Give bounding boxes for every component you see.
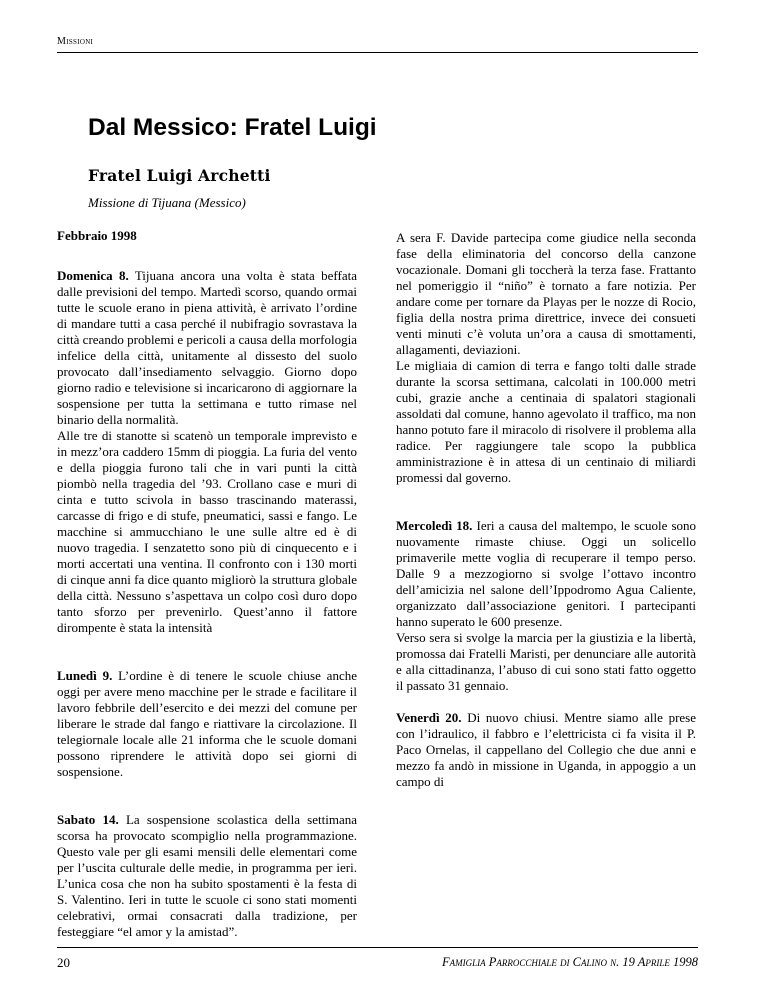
- section-label: Missioni: [57, 36, 94, 47]
- entry-date: Lunedì 9.: [57, 668, 113, 683]
- entry-text: Tijuana ancora una volta è stata beffata dalle previsioni del tempo. Martedì scorso, quando ormai tutte le scuole erano in piena attività, è arrivato l’ordine di mandare tutti a casa perché il nubifragio sovrastava la città creando problemi e pericoli a causa della morfologia infelice della città, unitamente al dissesto del suolo provocato dall’insediamento selvaggio. Giorno dopo giorno radio e televisione si incaricarono di aggiornare la sospensione per tutta la settimana e tutto rimase nel binario della normalità.: [57, 268, 358, 427]
- publication-title: Famiglia Parrocchiale di Calino n. 19 Aprile 1998: [441, 955, 698, 969]
- article-subtitle: Missione di Tijuana (Messico): [88, 195, 246, 210]
- article-title: Dal Messico: Fratel Luigi: [88, 114, 377, 141]
- article-author: Fratel Luigi Archetti: [88, 166, 271, 185]
- entry-date: Sabato 14.: [57, 812, 119, 827]
- entry-date: Domenica 8.: [57, 268, 129, 283]
- entry-paragraph: Le migliaia di camion di terra e fango tolti dalle strade durante la scorsa settimana, calcolati in 100.000 metri cubi, grazie anche a centinaia di spalatori stagionali assoldati dal comune, hanno agevolato il traffico, ma non hanno potuto fare il miracolo di risolvere il problema alla radice. Per raggiungere tale scopo la pubblica amministrazione è in attesa di un centinaio di miliardi promessi dal governo.: [396, 358, 696, 485]
- entry-text: Di nuovo chiusi. Mentre siamo alle prese con l’idraulico, il fabbro e l’elettricista ci fa visita il P. Paco Ornelas, il cappellano del Collegio che due anni e mezzo fa andò in missione in Uganda, in appoggio a un campo di: [396, 710, 697, 789]
- diary-entry: [57, 812, 357, 940]
- entry-paragraph: Verso sera si svolge la marcia per la giustizia e la libertà, promossa dai Fratelli Maristi, per denunciare alle autorità e alla cittadinanza, l’abuso di cui sono stati fatto oggetto il passato 31 gennaio.: [396, 630, 696, 693]
- entry-text: L’ordine è di tenere le scuole chiuse anche oggi per avere meno macchine per le strade e facilitare il lavoro febbrile dell’esercito e dei mezzi del comune per liberare le strade dal fango e riattivare la circolazione. Il telegiornale locale alle 21 informa che le scuole domani possono riprendere le attività dopo sei giorni di sospensione.: [57, 668, 357, 779]
- diary-entry: [57, 268, 357, 428]
- footer-rule: [57, 947, 698, 948]
- entry-paragraph: Alle tre di stanotte si scatenò un temporale imprevisto e in mezz’ora caddero 15mm di pioggia. La furia del vento e della pioggia furono tali che in vari punti la città piombò nella tragedia del ’93. Crollano case e muri di cinta e tutto scivola in basso trascinando materassi, carcasse di frigo e di stufe, pneumatici, sassi e fango. Le macchine si ammucchiano le une sulle altre ed è di nuovo tragedia. I senzatetto sono più di cinquecento e i morti accertati una ventina. Il confronto con i 130 morti di cinque anni fa dice quanto migliorò la struttura globale della città. Nessuno s’aspettava un colpo così duro dopo tanto sforzo per prevenirlo. Quest’anno il fattore dirompente è stata la intensità: [57, 428, 357, 635]
- page-number: 20: [57, 955, 70, 970]
- entry-date: Venerdì 20.: [396, 710, 462, 725]
- diary-entry: [396, 710, 696, 790]
- left-column: [57, 228, 357, 940]
- entry-text: La sospensione scolastica della settimana scorsa ha provocato scompiglio nella programmazione. Questo vale per gli esami mensili delle elementari come per l’uscita culturale delle medie, in programma per ieri. L’unica cosa che non ha subito spostamenti è la festa di S. Valentino. Ieri in tutte le scuole ci sono stati momenti celebrativi, ormai consacrati dalla tradizione, per festeggiare “el amor y la amistad”.: [57, 812, 358, 939]
- diary-entry: [396, 518, 696, 630]
- entry-paragraph: A sera F. Davide partecipa come giudice nella seconda fase della eliminatoria del concorso della canzone vocazionale. Domani gli toccherà la terza fase. Frattanto nel pomeriggio il “niño” è tornato a fare notizia. Per andare come per tornare da Playas per le nozze di Rocio, figlia della nostra prima direttrice, invece dei consueti venti minuti c’è voluta un’ora a causa di smottamenti, allagamenti, deviazioni.: [396, 230, 696, 357]
- diary-entry: [57, 668, 357, 780]
- entry-text: Ieri a causa del maltempo, le scuole sono nuovamente rimaste chiuse. Oggi un solicello primaverile mette voglia di recuperare il tempo perso. Dalle 9 a mezzogiorno si svolge l’ottavo incontro dell’amicizia nel salone dell’Ippodromo Agua Caliente, organizzato dall’associazione genitori. I partecipanti hanno superato le 600 presenze.: [396, 518, 697, 629]
- right-column: [396, 230, 696, 790]
- running-header: [57, 36, 698, 53]
- month-heading: Febbraio 1998: [57, 228, 137, 243]
- entry-date: Mercoledì 18.: [396, 518, 473, 533]
